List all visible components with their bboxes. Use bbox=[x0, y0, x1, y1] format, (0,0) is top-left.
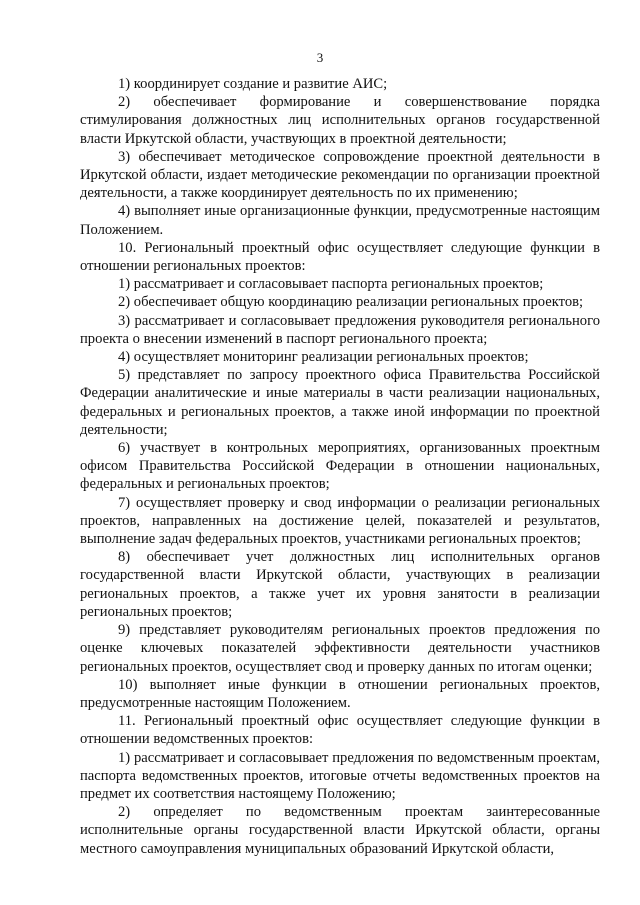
paragraph: 2) определяет по ведомственным проектам заинтересованные исполнительные органы государственной власти Иркутской области, органы местного самоуправления муниципальных образований Иркутской области, bbox=[80, 804, 600, 857]
section-heading: 10. Региональный проектный офис осуществляет следующие функции в отношении региональных проектов: bbox=[80, 239, 600, 275]
page-number: 3 bbox=[316, 50, 324, 65]
paragraph: 5) представляет по запросу проектного офиса Правительства Российской Федерации аналитические и иные материалы в части реализации национальных, федеральных и региональных проектов, а также иной информации по проектной деятельности; bbox=[80, 367, 600, 438]
paragraph: 1) рассматривает и согласовывает предложения по ведомственным проектам, паспорта ведомственных проектов, итоговые отчеты ведомственных проектов на предмет их соответствия настоящему Положению; bbox=[80, 749, 600, 802]
paragraph: 1) координирует создание и развитие АИС; bbox=[118, 76, 388, 92]
paragraph: 2) обеспечивает общую координацию реализации региональных проектов; bbox=[118, 294, 584, 311]
section-heading: 11. Региональный проектный офис осуществляет следующие функции в отношении ведомственных проектов: bbox=[80, 713, 600, 748]
document-body bbox=[80, 75, 600, 858]
paragraph: 10) выполняет иные функции в отношении региональных проектов, предусмотренные настоящим Положением. bbox=[80, 676, 600, 711]
paragraph: 2) обеспечивает формирование и совершенствование порядка стимулирования должностных лиц исполнительных органов государственной власти Иркутской области, участвующих в проектной деятельности; bbox=[80, 94, 600, 147]
paragraph: 1) рассматривает и согласовывает паспорта региональных проектов; bbox=[118, 276, 544, 293]
paragraph: 6) участвует в контрольных мероприятиях, организованных проектным офисом Правительства Российской Федерации в отношении национальных, федеральных и региональных проектов; bbox=[80, 440, 600, 493]
paragraph: 7) осуществляет проверку и свод информации о реализации региональных проектов, направленных на достижение целей, показателей и результатов, выполнение задач федеральных проектов, участниками региональных проектов; bbox=[80, 494, 600, 548]
paragraph: 8) обеспечивает учет должностных лиц исполнительных органов государственной власти Иркутской области, участвующих в реализации региональных проектов, а также учет их уровня занятости в реализации региональных проектов; bbox=[80, 549, 600, 620]
paragraph: 4) осуществляет мониторинг реализации региональных проектов; bbox=[118, 349, 529, 366]
paragraph: 3) обеспечивает методическое сопровождение проектной деятельности в Иркутской области, издает методические рекомендации по организации проектной деятельности, а также координирует деятельность по их применению; bbox=[80, 148, 600, 202]
paragraph: 4) выполняет иные организационные функции, предусмотренные настоящим Положением. bbox=[80, 203, 600, 238]
paragraph: 9) представляет руководителям региональных проектов предложения по оценке ключевых показателей эффективности деятельности участников региональных проектов, осуществляет свод и проверку данных по итогам оценки; bbox=[80, 622, 600, 675]
paragraph: 3) рассматривает и согласовывает предложения руководителя регионального проекта о внесении изменений в паспорт регионального проекта; bbox=[80, 312, 600, 347]
